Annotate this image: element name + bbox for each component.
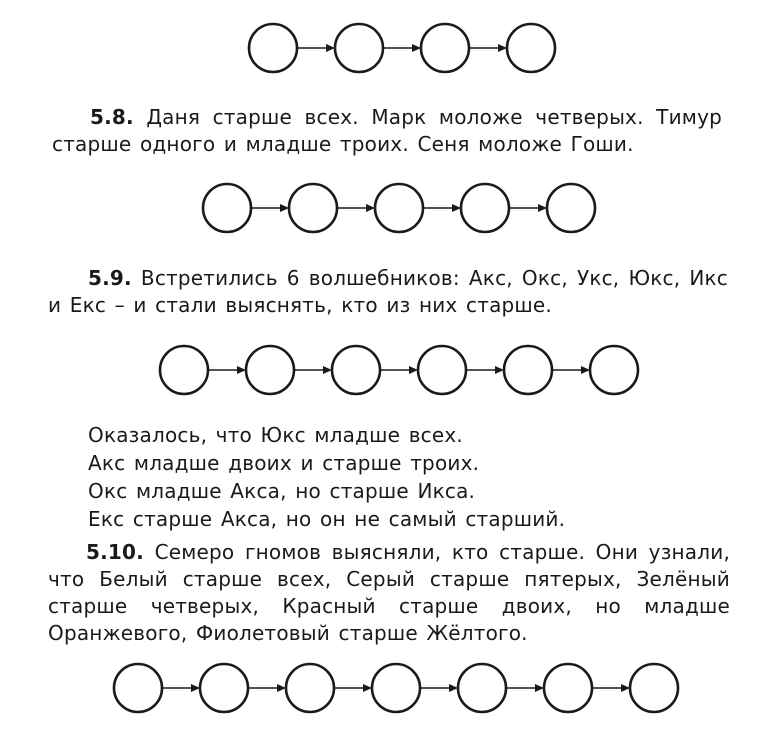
arrow-head-icon bbox=[237, 366, 246, 374]
arrow-head-icon bbox=[449, 684, 458, 692]
clue-line: Оказалось, что Юкс младше всех. bbox=[88, 423, 463, 447]
empty-circle bbox=[458, 664, 506, 712]
empty-circle bbox=[544, 664, 592, 712]
problem-5-8 bbox=[52, 104, 722, 158]
problem-text: Даня старше всех. Марк моложе четверых. Тимур старше одного и младше троих. Сеня моложе Гоши. bbox=[52, 105, 722, 156]
arrow-head-icon bbox=[621, 684, 630, 692]
arrow-head-icon bbox=[191, 684, 200, 692]
problem-text: Встретились 6 волшебников: Акс, Окс, Укс, Юкс, Икс и Екс – и стали выяснять, кто из них старше. bbox=[48, 266, 728, 317]
arrow-head-icon bbox=[409, 366, 418, 374]
problem-number: 5.8. bbox=[90, 105, 134, 129]
empty-circle bbox=[114, 664, 162, 712]
empty-circle bbox=[372, 664, 420, 712]
arrow-head-icon bbox=[581, 366, 590, 374]
empty-circle bbox=[507, 24, 555, 72]
problem-number: 5.10. bbox=[86, 540, 144, 564]
arrow-head-icon bbox=[412, 44, 421, 52]
empty-circle bbox=[200, 664, 248, 712]
empty-circle bbox=[421, 24, 469, 72]
clue-line: Акс младше двоих и старше троих. bbox=[88, 451, 480, 475]
empty-circle bbox=[332, 346, 380, 394]
empty-circle bbox=[246, 346, 294, 394]
problem-text: Семеро гномов выясняли, кто старше. Они узнали, что Белый старше всех, Серый старше пятерых, Зелёный старше четверых, Красный старше двоих, но младше Оранжевого, Фиолетовый старше Жёлтого. bbox=[48, 540, 730, 645]
arrow-head-icon bbox=[323, 366, 332, 374]
chain-5-8 bbox=[203, 184, 595, 232]
empty-circle bbox=[289, 184, 337, 232]
empty-circle bbox=[203, 184, 251, 232]
empty-circle bbox=[630, 664, 678, 712]
arrow-head-icon bbox=[495, 366, 504, 374]
arrow-head-icon bbox=[280, 204, 289, 212]
arrow-head-icon bbox=[452, 204, 461, 212]
arrow-head-icon bbox=[277, 684, 286, 692]
empty-circle bbox=[418, 346, 466, 394]
clue-line: Екс старше Акса, но он не самый старший. bbox=[88, 507, 566, 531]
chain-5-10 bbox=[114, 664, 678, 712]
arrow-head-icon bbox=[326, 44, 335, 52]
problem-5-10 bbox=[48, 539, 730, 647]
empty-circle bbox=[504, 346, 552, 394]
clue-line: Окс младше Акса, но старше Икса. bbox=[88, 479, 476, 503]
problem-5-9 bbox=[48, 265, 728, 319]
arrow-head-icon bbox=[366, 204, 375, 212]
arrow-head-icon bbox=[363, 684, 372, 692]
arrow-head-icon bbox=[498, 44, 507, 52]
chain-top bbox=[249, 24, 555, 72]
empty-circle bbox=[335, 24, 383, 72]
empty-circle bbox=[461, 184, 509, 232]
empty-circle bbox=[547, 184, 595, 232]
empty-circle bbox=[249, 24, 297, 72]
problem-number: 5.9. bbox=[88, 266, 132, 290]
arrow-head-icon bbox=[535, 684, 544, 692]
empty-circle bbox=[286, 664, 334, 712]
empty-circle bbox=[590, 346, 638, 394]
chain-5-9 bbox=[160, 346, 638, 394]
empty-circle bbox=[160, 346, 208, 394]
arrow-head-icon bbox=[538, 204, 547, 212]
empty-circle bbox=[375, 184, 423, 232]
